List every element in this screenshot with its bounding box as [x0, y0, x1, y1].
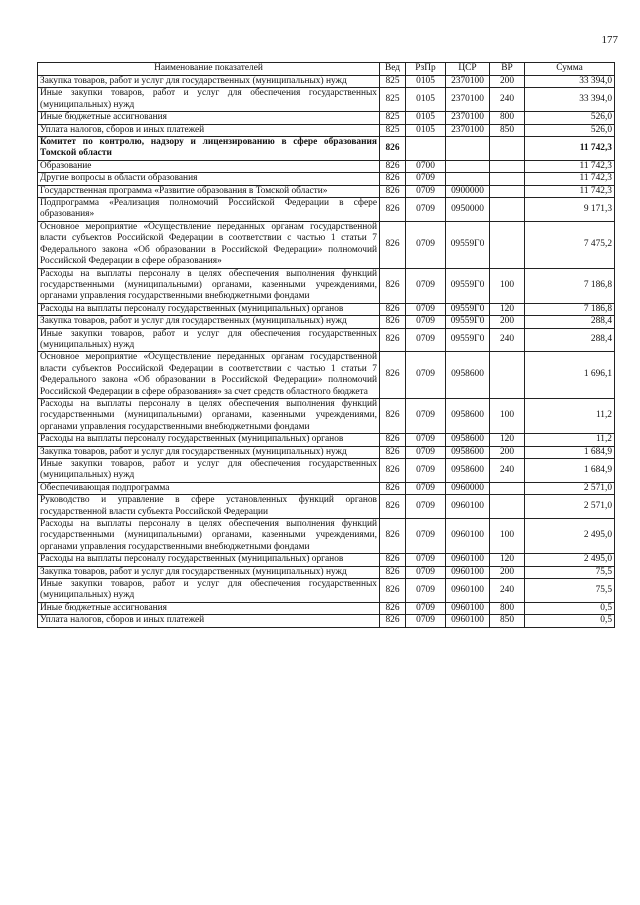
- row-csr: 0960100: [446, 566, 490, 578]
- row-vr: 240: [490, 579, 525, 603]
- row-vr: [490, 221, 525, 268]
- row-sum: 7 186,8: [525, 268, 615, 303]
- row-csr: 0958600: [446, 398, 490, 433]
- row-name: Иные бюджетные ассигнования: [38, 602, 380, 614]
- row-sum: 11 742,3: [525, 173, 615, 185]
- row-name: Уплата налогов, сборов и иных платежей: [38, 124, 380, 136]
- row-vr: 100: [490, 268, 525, 303]
- row-ved: 825: [380, 88, 406, 112]
- row-vr: 120: [490, 434, 525, 446]
- row-csr: 0950000: [446, 198, 490, 222]
- row-rzpr: 0709: [406, 602, 446, 614]
- row-csr: 0960100: [446, 579, 490, 603]
- row-vr: 850: [490, 615, 525, 627]
- header-ved: Вед: [380, 63, 406, 76]
- row-vr: [490, 160, 525, 172]
- row-name: Основное мероприятие «Осуществление переданных органам государственной власти субъектов Российской Федерации в соответствии с частью 1 статьи 7 Федерального закона «Об образовании в Российской Федерации» полномочий Российской Федерации в сфере образования»: [38, 221, 380, 268]
- row-csr: 09559Г0: [446, 221, 490, 268]
- row-rzpr: 0709: [406, 579, 446, 603]
- page-number: 177: [601, 34, 618, 46]
- table-row: [38, 328, 615, 352]
- row-rzpr: 0709: [406, 434, 446, 446]
- row-vr: [490, 482, 525, 494]
- row-name: Государственная программа «Развитие образования в Томской области»: [38, 185, 380, 197]
- row-rzpr: 0709: [406, 459, 446, 483]
- table-row: [38, 173, 615, 185]
- row-ved: 826: [380, 316, 406, 328]
- header-sum: Сумма: [525, 63, 615, 76]
- table-row: [38, 268, 615, 303]
- header-csr: ЦСР: [446, 63, 490, 76]
- table-row: [38, 615, 615, 627]
- row-ved: 826: [380, 137, 406, 161]
- row-csr: 2370100: [446, 76, 490, 88]
- row-csr: 0960100: [446, 554, 490, 566]
- row-vr: 850: [490, 124, 525, 136]
- table-row: [38, 459, 615, 483]
- row-sum: 11,2: [525, 398, 615, 433]
- row-name: Расходы на выплаты персоналу государственных (муниципальных) органов: [38, 303, 380, 315]
- table-body: [38, 76, 615, 628]
- row-csr: 09559Г0: [446, 303, 490, 315]
- row-sum: 11,2: [525, 434, 615, 446]
- row-sum: 1 684,9: [525, 446, 615, 458]
- row-csr: 0958600: [446, 352, 490, 399]
- row-rzpr: 0709: [406, 446, 446, 458]
- table-row: [38, 352, 615, 399]
- row-csr: 0958600: [446, 446, 490, 458]
- row-rzpr: 0105: [406, 124, 446, 136]
- row-rzpr: 0709: [406, 316, 446, 328]
- row-vr: 800: [490, 602, 525, 614]
- row-name: Основное мероприятие «Осуществление переданных органам государственной власти субъектов Российской Федерации в соответствии с частью 1 статьи 7 Федерального закона «Об образовании в Российской Федерации» полномочий Российской Федерации в сфере образования» за счет средств областного бюджета: [38, 352, 380, 399]
- row-rzpr: 0709: [406, 519, 446, 554]
- row-vr: [490, 352, 525, 399]
- row-ved: 826: [380, 554, 406, 566]
- row-name: Иные закупки товаров, работ и услуг для обеспечения государственных (муниципальных) нужд: [38, 579, 380, 603]
- row-sum: 1 696,1: [525, 352, 615, 399]
- row-sum: 0,5: [525, 602, 615, 614]
- row-vr: 240: [490, 459, 525, 483]
- row-csr: 0958600: [446, 434, 490, 446]
- row-rzpr: 0709: [406, 268, 446, 303]
- row-sum: 11 742,3: [525, 185, 615, 197]
- row-rzpr: 0709: [406, 328, 446, 352]
- row-ved: 825: [380, 76, 406, 88]
- row-rzpr: 0709: [406, 221, 446, 268]
- row-ved: 826: [380, 579, 406, 603]
- table-row: [38, 124, 615, 136]
- table-row: [38, 316, 615, 328]
- budget-table: [37, 62, 615, 628]
- table-row: [38, 579, 615, 603]
- row-rzpr: 0709: [406, 566, 446, 578]
- row-sum: 11 742,3: [525, 137, 615, 161]
- row-sum: 2 495,0: [525, 519, 615, 554]
- row-vr: 120: [490, 554, 525, 566]
- row-name: Закупка товаров, работ и услуг для государственных (муниципальных) нужд: [38, 446, 380, 458]
- row-sum: 2 571,0: [525, 482, 615, 494]
- row-ved: 826: [380, 173, 406, 185]
- row-ved: 826: [380, 615, 406, 627]
- row-rzpr: 0709: [406, 495, 446, 519]
- row-vr: 800: [490, 112, 525, 124]
- row-csr: [446, 173, 490, 185]
- row-name: Расходы на выплаты персоналу государственных (муниципальных) органов: [38, 434, 380, 446]
- row-vr: [490, 495, 525, 519]
- row-rzpr: 0709: [406, 482, 446, 494]
- row-rzpr: 0709: [406, 185, 446, 197]
- row-name: Комитет по контролю, надзору и лицензированию в сфере образования Томской области: [38, 137, 380, 161]
- row-csr: 09559Г0: [446, 316, 490, 328]
- row-ved: 826: [380, 446, 406, 458]
- row-vr: 200: [490, 316, 525, 328]
- row-csr: 0900000: [446, 185, 490, 197]
- row-vr: 200: [490, 566, 525, 578]
- row-csr: 09559Г0: [446, 268, 490, 303]
- table-row: [38, 160, 615, 172]
- row-ved: 826: [380, 198, 406, 222]
- table-row: [38, 185, 615, 197]
- table-row: [38, 554, 615, 566]
- row-name: Иные закупки товаров, работ и услуг для обеспечения государственных (муниципальных) нужд: [38, 328, 380, 352]
- row-sum: 2 495,0: [525, 554, 615, 566]
- row-rzpr: 0105: [406, 76, 446, 88]
- row-ved: 826: [380, 221, 406, 268]
- row-ved: 826: [380, 160, 406, 172]
- row-ved: 825: [380, 112, 406, 124]
- row-rzpr: 0105: [406, 88, 446, 112]
- row-vr: 100: [490, 519, 525, 554]
- row-name: Руководство и управление в сфере установленных функций органов государственной власти субъекта Российской Федерации: [38, 495, 380, 519]
- row-vr: [490, 137, 525, 161]
- row-name: Иные закупки товаров, работ и услуг для обеспечения государственных (муниципальных) нужд: [38, 459, 380, 483]
- row-csr: 0960000: [446, 482, 490, 494]
- row-csr: 0960100: [446, 602, 490, 614]
- row-ved: 826: [380, 566, 406, 578]
- row-vr: [490, 198, 525, 222]
- row-sum: 75,5: [525, 579, 615, 603]
- row-rzpr: 0105: [406, 112, 446, 124]
- table-row: [38, 602, 615, 614]
- row-sum: 0,5: [525, 615, 615, 627]
- table-header-row: [38, 63, 615, 76]
- table-row: [38, 221, 615, 268]
- table-row: [38, 88, 615, 112]
- row-sum: 1 684,9: [525, 459, 615, 483]
- row-name: Обеспечивающая подпрограмма: [38, 482, 380, 494]
- row-rzpr: [406, 137, 446, 161]
- row-name: Иные бюджетные ассигнования: [38, 112, 380, 124]
- table-row: [38, 76, 615, 88]
- row-name: Расходы на выплаты персоналу в целях обеспечения выполнения функций государственными (муниципальными) органами, казенными учреждениями, органами управления государственными внебюджетными фондами: [38, 519, 380, 554]
- table-row: [38, 303, 615, 315]
- table-row: [38, 434, 615, 446]
- row-sum: 11 742,3: [525, 160, 615, 172]
- row-sum: 33 394,0: [525, 76, 615, 88]
- row-vr: 100: [490, 398, 525, 433]
- row-rzpr: 0709: [406, 398, 446, 433]
- row-rzpr: 0709: [406, 303, 446, 315]
- table-row: [38, 198, 615, 222]
- row-ved: 826: [380, 602, 406, 614]
- row-name: Иные закупки товаров, работ и услуг для обеспечения государственных (муниципальных) нужд: [38, 88, 380, 112]
- row-name: Другие вопросы в области образования: [38, 173, 380, 185]
- row-name: Закупка товаров, работ и услуг для государственных (муниципальных) нужд: [38, 566, 380, 578]
- row-sum: 2 571,0: [525, 495, 615, 519]
- table-row: [38, 566, 615, 578]
- row-rzpr: 0700: [406, 160, 446, 172]
- row-ved: 826: [380, 482, 406, 494]
- row-csr: 09559Г0: [446, 328, 490, 352]
- row-ved: 826: [380, 459, 406, 483]
- header-rzpr: РзПр: [406, 63, 446, 76]
- row-vr: [490, 173, 525, 185]
- row-vr: 200: [490, 76, 525, 88]
- row-ved: 826: [380, 398, 406, 433]
- row-sum: 288,4: [525, 328, 615, 352]
- row-name: Уплата налогов, сборов и иных платежей: [38, 615, 380, 627]
- row-ved: 826: [380, 352, 406, 399]
- table-row: [38, 398, 615, 433]
- row-ved: 826: [380, 495, 406, 519]
- row-ved: 826: [380, 303, 406, 315]
- row-vr: 240: [490, 328, 525, 352]
- row-rzpr: 0709: [406, 173, 446, 185]
- row-sum: 75,5: [525, 566, 615, 578]
- row-name: Расходы на выплаты персоналу государственных (муниципальных) органов: [38, 554, 380, 566]
- row-sum: 526,0: [525, 112, 615, 124]
- row-ved: 826: [380, 519, 406, 554]
- row-name: Образование: [38, 160, 380, 172]
- row-rzpr: 0709: [406, 352, 446, 399]
- row-vr: 240: [490, 88, 525, 112]
- row-csr: 2370100: [446, 124, 490, 136]
- row-sum: 288,4: [525, 316, 615, 328]
- row-name: Расходы на выплаты персоналу в целях обеспечения выполнения функций государственными (муниципальными) органами, казенными учреждениями, органами управления государственными внебюджетными фондами: [38, 398, 380, 433]
- row-name: Закупка товаров, работ и услуг для государственных (муниципальных) нужд: [38, 316, 380, 328]
- row-vr: [490, 185, 525, 197]
- header-vr: ВР: [490, 63, 525, 76]
- row-ved: 825: [380, 124, 406, 136]
- row-csr: 2370100: [446, 112, 490, 124]
- row-sum: 33 394,0: [525, 88, 615, 112]
- row-csr: 2370100: [446, 88, 490, 112]
- row-sum: 526,0: [525, 124, 615, 136]
- header-name: Наименование показателей: [38, 63, 380, 76]
- row-rzpr: 0709: [406, 554, 446, 566]
- row-ved: 826: [380, 185, 406, 197]
- row-sum: 7 475,2: [525, 221, 615, 268]
- row-csr: [446, 137, 490, 161]
- table-row: [38, 482, 615, 494]
- row-ved: 826: [380, 434, 406, 446]
- row-name: Закупка товаров, работ и услуг для государственных (муниципальных) нужд: [38, 76, 380, 88]
- row-csr: [446, 160, 490, 172]
- row-rzpr: 0709: [406, 615, 446, 627]
- row-vr: 120: [490, 303, 525, 315]
- row-csr: 0958600: [446, 459, 490, 483]
- table-row: [38, 495, 615, 519]
- row-csr: 0960100: [446, 495, 490, 519]
- table-row: [38, 446, 615, 458]
- row-name: Расходы на выплаты персоналу в целях обеспечения выполнения функций государственными (муниципальными) органами, казенными учреждениями, органами управления государственными внебюджетными фондами: [38, 268, 380, 303]
- row-csr: 0960100: [446, 615, 490, 627]
- table-row: [38, 112, 615, 124]
- row-sum: 7 186,8: [525, 303, 615, 315]
- row-csr: 0960100: [446, 519, 490, 554]
- row-name: Подпрограмма «Реализация полномочий Российской Федерации в сфере образования»: [38, 198, 380, 222]
- table-row: [38, 519, 615, 554]
- row-vr: 200: [490, 446, 525, 458]
- row-sum: 9 171,3: [525, 198, 615, 222]
- row-ved: 826: [380, 268, 406, 303]
- table-row: [38, 137, 615, 161]
- row-rzpr: 0709: [406, 198, 446, 222]
- row-ved: 826: [380, 328, 406, 352]
